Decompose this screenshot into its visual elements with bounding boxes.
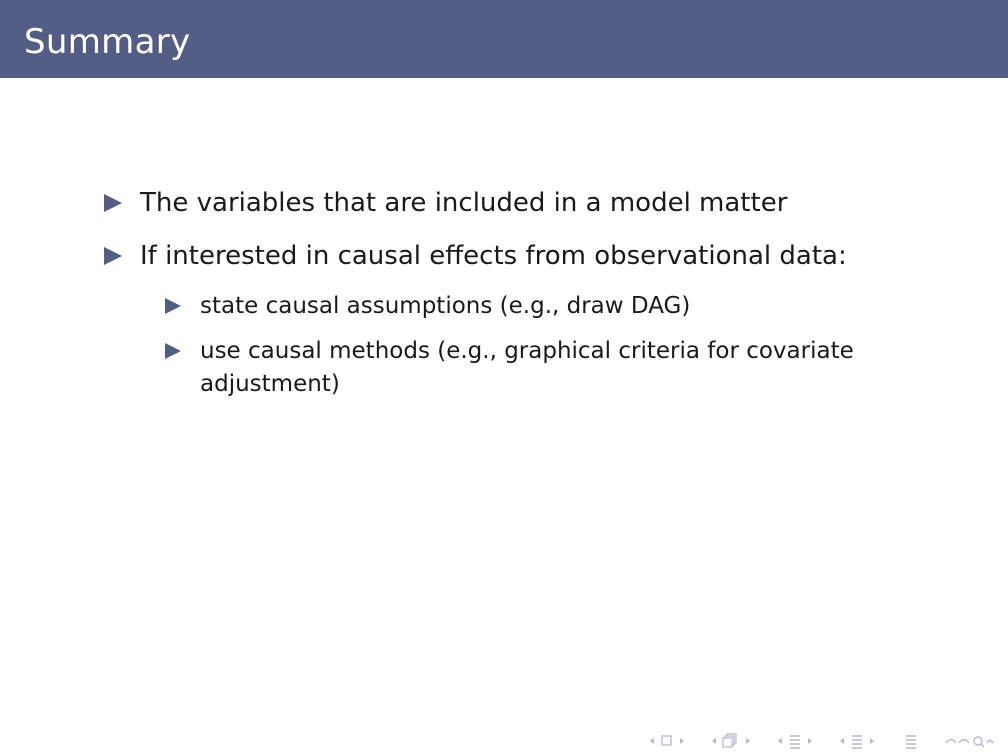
bullet-text: The variables that are included in a model matter	[140, 188, 788, 218]
nav-left-arrow-icon[interactable]	[648, 730, 656, 752]
nav-left-arrow-icon[interactable]	[710, 730, 718, 752]
nav-left-arrow-icon[interactable]	[838, 730, 846, 752]
subsection-icon[interactable]	[722, 730, 740, 752]
bullet-arrow-icon	[104, 247, 122, 265]
beamer-navigation-bar	[648, 730, 1000, 752]
section-icon[interactable]	[788, 730, 802, 752]
nav-left-arrow-icon[interactable]	[776, 730, 784, 752]
nav-right-arrow-icon[interactable]	[678, 730, 686, 752]
align-icon[interactable]	[904, 730, 918, 752]
bullet-arrow-icon	[104, 194, 122, 212]
nav-right-arrow-icon[interactable]	[744, 730, 752, 752]
frame-icon[interactable]	[660, 730, 674, 752]
sub-bullet-arrow-icon	[165, 298, 181, 314]
sub-bullet-text: state causal assumptions (e.g., draw DAG)	[200, 293, 691, 319]
bullet-text: If interested in causal effects from observational data:	[140, 241, 847, 271]
slide-title: Summary	[24, 22, 191, 62]
nav-right-arrow-icon[interactable]	[868, 730, 876, 752]
search-icon[interactable]	[944, 730, 996, 752]
presentation-icon[interactable]	[850, 730, 864, 752]
sub-bullet-text: use causal methods (e.g., graphical criteria for covariate adjustment)	[200, 338, 854, 397]
nav-right-arrow-icon[interactable]	[806, 730, 814, 752]
sub-bullet-arrow-icon	[165, 343, 181, 359]
